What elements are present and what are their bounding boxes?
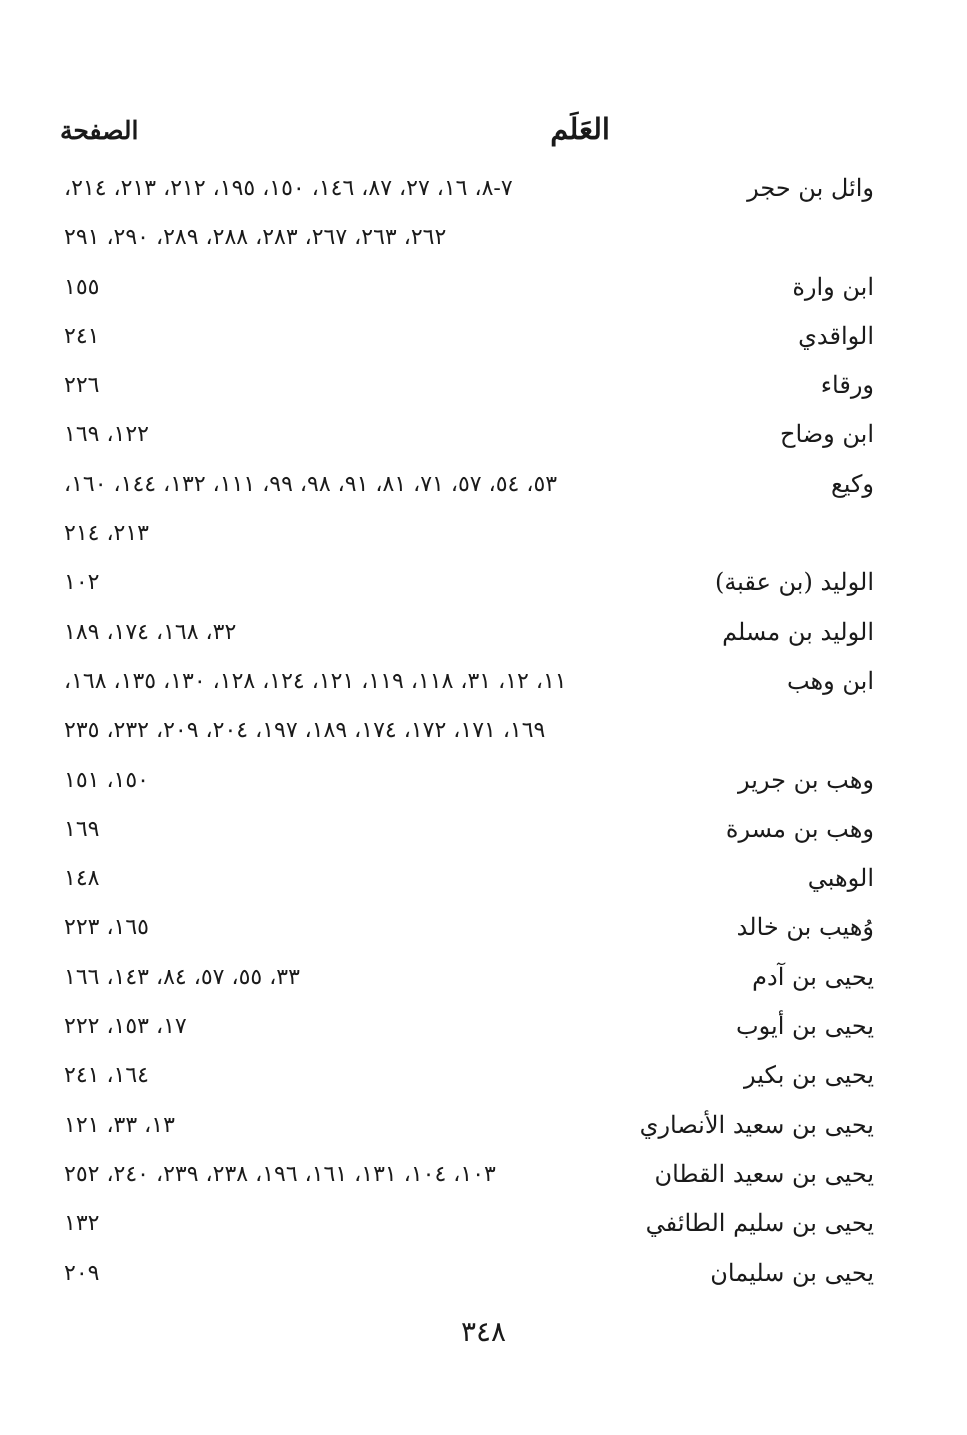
entry-name: وائل بن حجر <box>747 174 874 202</box>
index-entry <box>64 905 874 954</box>
index-entry <box>64 265 874 314</box>
entry-name: وكيع <box>830 469 874 498</box>
entry-name: الوليد (بن عقبة) <box>714 568 874 597</box>
entry-pages: ١٦٤، ٢٤١ <box>64 1063 149 1089</box>
index-entry <box>64 659 874 708</box>
entry-name: يحيى بن آدم <box>752 962 874 991</box>
index-entry <box>64 1201 874 1250</box>
entry-name: ورقاء <box>820 371 874 400</box>
index-entry <box>64 560 874 609</box>
entry-pages: ٧-٨، ١٦، ٢٧، ٨٧، ١٤٦، ١٥٠، ١٩٥، ٢١٢، ٢١٣، ٢١٤، <box>64 176 513 201</box>
entry-pages: ١٣٢ <box>64 1211 100 1237</box>
entry-pages: ١٥٥ <box>64 274 100 300</box>
index-entry <box>64 1053 874 1102</box>
index-entry <box>64 166 874 215</box>
entry-name: يحيى بن سليمان <box>710 1258 874 1287</box>
entry-pages: ٣٢، ١٦٨، ١٧٤، ١٨٩ <box>64 619 237 645</box>
entry-name: يحيى بن سعيد القطان <box>654 1159 874 1188</box>
entry-name: يحيى بن سعيد الأنصاري <box>639 1110 874 1139</box>
entry-pages: ١٦٩، ١٧١، ١٧٢، ١٧٤، ١٨٩، ١٩٧، ٢٠٤، ٢٠٩، ٢٣٢، ٢٣٥ <box>64 718 546 744</box>
entry-name: يحيى بن أيوب <box>736 1012 874 1041</box>
index-entry <box>64 363 874 412</box>
entry-name: الواقدي <box>798 321 874 350</box>
index-entry <box>64 758 874 807</box>
entry-pages: ١٦٩ <box>64 816 100 842</box>
index-entry <box>64 462 874 511</box>
entry-pages: ٢١٣، ٢١٤ <box>64 521 149 547</box>
entry-pages: ٢٤١ <box>64 323 100 349</box>
entry-name: الوهبي <box>807 864 874 893</box>
entry-pages: ٣٣، ٥٥، ٥٧، ٨٤، ١٤٣، ١٦٦ <box>64 964 300 990</box>
entry-name: الوليد بن مسلم <box>722 617 874 646</box>
entry-pages: ١٦٥، ٢٢٣ <box>64 915 149 941</box>
index-entry <box>64 1103 874 1152</box>
column-heading-page: الصفحة <box>60 116 139 145</box>
index-entry <box>64 1152 874 1201</box>
index-entry <box>64 511 874 560</box>
index-header <box>60 112 880 162</box>
entry-name: ابن وارة <box>792 272 874 301</box>
entry-pages: ١٤٨ <box>64 866 100 892</box>
entry-name: وهب بن جرير <box>737 765 874 794</box>
entry-pages: ١٥٠، ١٥١ <box>64 767 149 793</box>
entry-pages: ١١، ١٢، ٣١، ١١٨، ١١٩، ١٢١، ١٢٤، ١٢٨، ١٣٠، ١٣٥، ١٦٨، <box>64 668 567 694</box>
entry-pages: ١٣، ٣٣، ١٢١ <box>64 1112 175 1138</box>
entry-name: ابن وهب <box>786 666 874 695</box>
index-entry <box>64 807 874 856</box>
entry-pages: ٢٢٦ <box>64 373 100 399</box>
index-entry <box>64 856 874 905</box>
index-entry <box>64 955 874 1004</box>
entry-pages: ٢٦٢، ٢٦٣، ٢٦٧، ٢٨٣، ٢٨٨، ٢٨٩، ٢٩٠، ٢٩١ <box>64 225 447 251</box>
entry-name: يحيى بن بكير <box>743 1061 874 1090</box>
entry-name: يحيى بن سليم الطائفي <box>645 1209 874 1238</box>
entry-name: وُهيب بن خالد <box>736 913 874 942</box>
entry-pages: ١٧، ١٥٣، ٢٢٢ <box>64 1014 187 1040</box>
index-entry <box>64 215 874 264</box>
page-number: ٣٤٨ <box>460 1315 507 1348</box>
entry-pages: ٥٣، ٥٤، ٥٧، ٧١، ٨١، ٩١، ٩٨، ٩٩، ١١١، ١٣٢، ١٤٤، ١٦٠، <box>64 471 558 497</box>
index-entry <box>64 708 874 757</box>
index-entry <box>64 314 874 363</box>
column-heading-name: العَلَم <box>550 112 610 146</box>
entry-name: وهب بن مسرة <box>725 814 874 843</box>
index-entry <box>64 610 874 659</box>
index-entry <box>64 1004 874 1053</box>
entry-pages: ٢٠٩ <box>64 1260 100 1286</box>
entry-pages: ١٢٢، ١٦٩ <box>64 422 149 448</box>
entry-pages: ١٠٢ <box>64 570 100 596</box>
entry-name: ابن وضاح <box>779 420 874 449</box>
entry-pages: ١٠٣، ١٠٤، ١٣١، ١٦١، ١٩٦، ٢٣٨، ٢٣٩، ٢٤٠، ٢٥٢ <box>64 1161 496 1187</box>
index-entry <box>64 412 874 461</box>
index-entry <box>64 1251 874 1300</box>
index-list <box>64 166 874 1300</box>
